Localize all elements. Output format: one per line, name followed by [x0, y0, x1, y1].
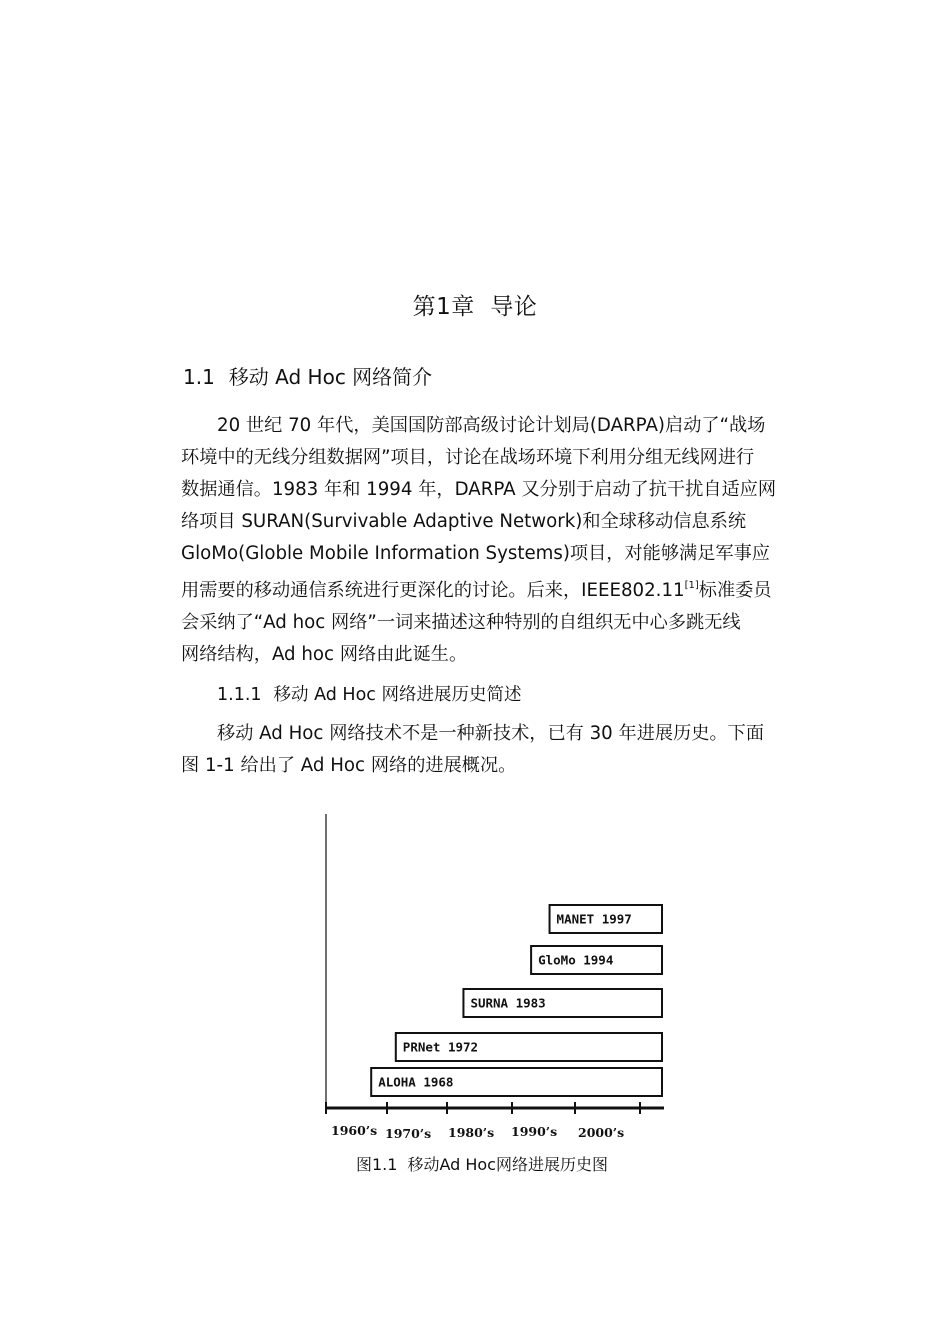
x-tick-label: 2000’s [578, 1125, 625, 1140]
timeline-bar-label: SURNA 1983 [470, 995, 546, 1011]
paragraph-line: GloMo(Globle Mobile Information Systems)项目，对能够满足军事应 [181, 543, 770, 564]
citation-ref[interactable]: [1] [684, 580, 699, 591]
caption-text: 移动Ad Hoc网络进展历史图 [407, 1155, 608, 1174]
figure-caption [0, 1152, 950, 1175]
subsection-name: 移动 Ad Hoc 网络进展历史简述 [273, 685, 522, 705]
chapter-number: 第1章 [412, 294, 475, 320]
line-text: 标准委员 [698, 580, 772, 601]
paragraph-line: 络项目 SURAN(Survivable Adaptive Network)和全球移动信息系统 [181, 511, 747, 532]
timeline-bar-label: GloMo 1994 [538, 952, 614, 968]
x-tick-label: 1960’s [331, 1123, 378, 1138]
timeline-bar-label: MANET 1997 [556, 911, 632, 927]
paragraph-line: 会采纳了“Ad hoc 网络”一词来描述这种特别的自组织无中心多跳无线 [181, 612, 741, 633]
section-number: 1.1 [183, 365, 215, 389]
timeline-bar-label: ALOHA 1968 [378, 1074, 454, 1090]
caption-number: 图1.1 [356, 1155, 398, 1174]
x-tick-label: 1970’s [385, 1126, 432, 1141]
paragraph-line: 数据通信。1983 年和 1994 年，DARPA 又分别于启动了抗干扰自适应网 [181, 479, 777, 500]
timeline-bars [371, 905, 662, 1096]
paragraph-line: 图 1-1 给出了 Ad Hoc 网络的进展概况。 [181, 755, 517, 776]
x-tick-label: 1990’s [511, 1124, 558, 1139]
paragraph-line: 环境中的无线分组数据网”项目，讨论在战场环境下利用分组无线网进行 [181, 447, 755, 468]
chapter-name: 导论 [490, 294, 538, 320]
x-tick-label: 1980’s [448, 1125, 495, 1140]
line-text: 用需要的移动通信系统进行更深化的讨论。后来，IEEE802.11 [181, 580, 685, 601]
paragraph-line: 移动 Ad Hoc 网络技术不是一种新技术，已有 30 年进展历史。下面 [217, 723, 765, 744]
paragraph-line: 网络结构，Ad hoc 网络由此诞生。 [181, 644, 468, 665]
timeline-bar-label: PRNet 1972 [402, 1039, 479, 1055]
subsection-number: 1.1.1 [217, 685, 262, 705]
paragraph-line: 20 世纪 70 年代，美国国防部高级讨论计划局(DARPA)启动了“战场 [217, 415, 766, 436]
section-name: 移动 Ad Hoc 网络简介 [228, 365, 433, 389]
